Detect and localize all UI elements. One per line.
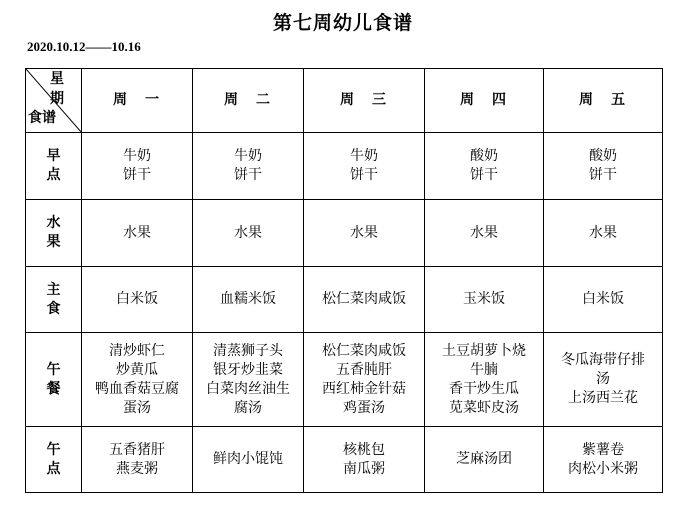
menu-cell: 鲜肉小馄饨 xyxy=(193,427,304,493)
menu-cell: 牛奶 饼干 xyxy=(304,133,425,200)
menu-cell: 芝麻汤团 xyxy=(425,427,544,493)
corner-label-weekday: 星 期 xyxy=(50,71,64,107)
row-label: 主 食 xyxy=(26,267,82,333)
page-title: 第七周幼儿食谱 xyxy=(272,12,413,34)
corner-header-cell xyxy=(26,69,82,133)
date-range: 2020.10.12——10.16 xyxy=(27,39,141,54)
header-row xyxy=(26,69,663,133)
table-row xyxy=(26,427,663,493)
menu-cell: 土豆胡萝卜烧 牛腩 香干炒生瓜 苋菜虾皮汤 xyxy=(425,333,544,427)
menu-cell: 水果 xyxy=(193,200,304,267)
menu-cell: 清炒虾仁 炒黄瓜 鸭血香菇豆腐 蛋汤 xyxy=(82,333,193,427)
row-label: 午 点 xyxy=(26,427,82,493)
header-day: 周 五 xyxy=(544,69,663,133)
table-row xyxy=(26,267,663,333)
row-label: 午 餐 xyxy=(26,333,82,427)
menu-cell: 核桃包 南瓜粥 xyxy=(304,427,425,493)
menu-cell: 五香猪肝 燕麦粥 xyxy=(82,427,193,493)
menu-cell: 清蒸狮子头 银牙炒韭菜 白菜肉丝油生 腐汤 xyxy=(193,333,304,427)
menu-cell: 松仁菜肉咸饭 xyxy=(304,267,425,333)
menu-cell: 白米饭 xyxy=(82,267,193,333)
table-row xyxy=(26,133,663,200)
row-label: 水 果 xyxy=(26,200,82,267)
menu-cell: 水果 xyxy=(304,200,425,267)
menu-cell: 血糯米饭 xyxy=(193,267,304,333)
menu-cell: 酸奶 饼干 xyxy=(544,133,663,200)
menu-cell: 玉米饭 xyxy=(425,267,544,333)
row-label: 早 点 xyxy=(26,133,82,200)
menu-cell: 松仁菜肉咸饭 五香肫肝 西红柿金针菇 鸡蛋汤 xyxy=(304,333,425,427)
header-day: 周 三 xyxy=(304,69,425,133)
corner-label-menu: 食谱 xyxy=(28,110,56,126)
menu-cell: 白米饭 xyxy=(544,267,663,333)
menu-cell: 水果 xyxy=(82,200,193,267)
table-row xyxy=(26,333,663,427)
header-day: 周 一 xyxy=(82,69,193,133)
menu-cell: 紫薯卷 肉松小米粥 xyxy=(544,427,663,493)
header-day: 周 四 xyxy=(425,69,544,133)
menu-cell: 水果 xyxy=(425,200,544,267)
menu-cell: 水果 xyxy=(544,200,663,267)
menu-table xyxy=(25,68,663,493)
menu-cell: 牛奶 饼干 xyxy=(193,133,304,200)
menu-cell: 牛奶 饼干 xyxy=(82,133,193,200)
header-day: 周 二 xyxy=(193,69,304,133)
table-row xyxy=(26,200,663,267)
menu-cell: 酸奶 饼干 xyxy=(425,133,544,200)
menu-cell: 冬瓜海带仔排 汤 上汤西兰花 xyxy=(544,333,663,427)
